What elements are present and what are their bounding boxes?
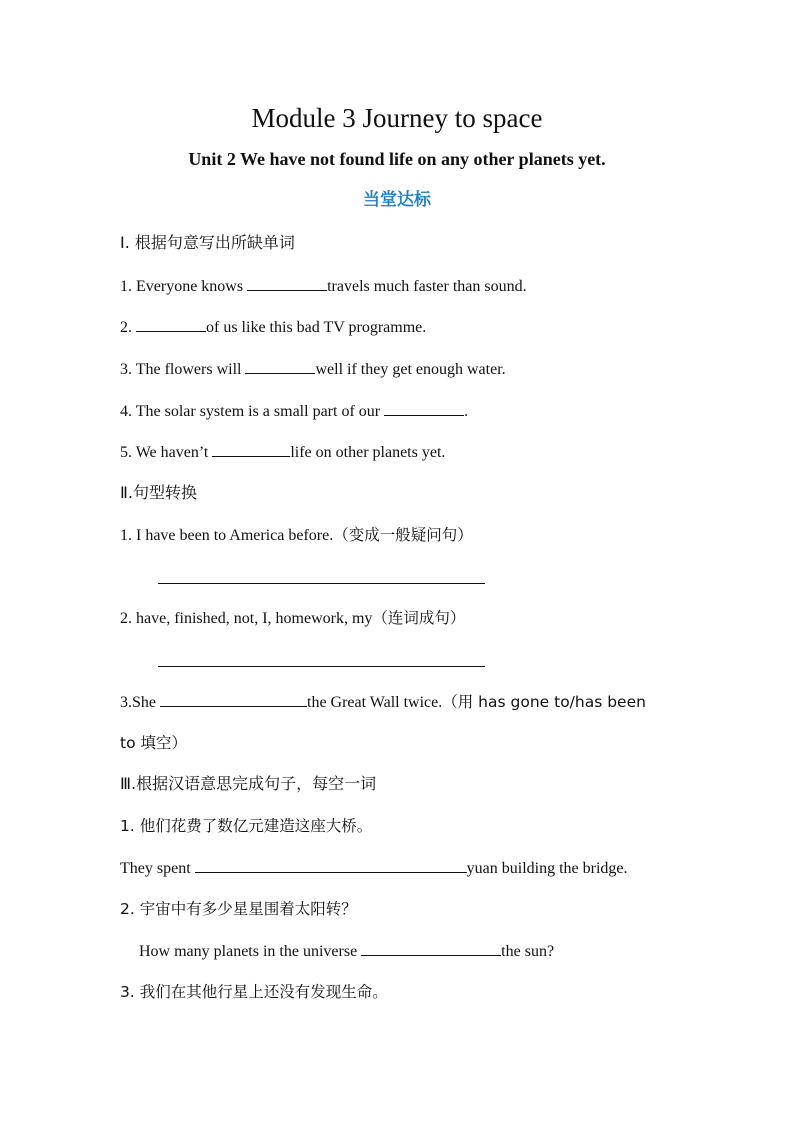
- s2-item-1: [120, 525, 473, 546]
- section-3-label: Ⅲ.根据汉语意思完成句子，每空一词: [120, 774, 377, 793]
- s1-item-2-blank[interactable]: [136, 316, 206, 332]
- s1-item-3-text: 3. The flowers will: [120, 361, 246, 378]
- s2-item-3-text: 3.She: [120, 694, 160, 711]
- s1-item-1-text: 1. Everyone knows: [120, 278, 248, 295]
- s1-item-4-text-after: .: [464, 403, 469, 420]
- practice-heading: 当堂达标: [363, 190, 431, 210]
- s3-q2-text-after: the sun?: [501, 943, 555, 960]
- s1-item-1: [120, 275, 527, 297]
- s3-q2-chinese: 2. 宇宙中有多少星星围着太阳转？: [120, 900, 357, 918]
- s2-item-3-blank[interactable]: [160, 691, 307, 707]
- s2-item-3: [120, 691, 646, 713]
- s1-item-2-text-after: of us like this bad TV programme.: [206, 319, 427, 336]
- s1-item-4-text: 4. The solar system is a small part of our: [120, 403, 385, 420]
- s2-item-1-answer-line[interactable]: [158, 583, 485, 584]
- s2-item-2-text: 2. have, finished, not, I, homework, my: [120, 610, 373, 627]
- s2-item-1-text: 1. I have been to America before.: [120, 527, 334, 544]
- s3-q1-text: They spent: [120, 860, 195, 877]
- section-1-label: Ⅰ. 根据句意写出所缺单词: [120, 233, 295, 252]
- s1-item-1-blank[interactable]: [247, 275, 327, 291]
- s1-item-5: [120, 441, 445, 463]
- s2-item-2: [120, 608, 465, 629]
- s2-item-3-note-cont: to 填空）: [120, 734, 187, 752]
- s3-q1-english: [120, 857, 628, 879]
- s2-item-1-note: （变成一般疑问句）: [333, 526, 473, 544]
- s3-q1-blank[interactable]: [195, 857, 467, 873]
- s1-item-3-text-after: well if they get enough water.: [315, 361, 506, 378]
- s3-q1-chinese: 1. 他们花费了数亿元建造这座大桥。: [120, 817, 373, 835]
- s3-q1-text-after: yuan building the bridge.: [466, 860, 628, 877]
- s1-item-3: [120, 358, 506, 380]
- s3-q3-chinese: 3. 我们在其他行星上还没有发现生命。: [120, 983, 388, 1001]
- s1-item-4: [120, 400, 468, 422]
- s1-item-3-blank[interactable]: [245, 358, 315, 374]
- s1-item-2-text: 2.: [120, 319, 136, 336]
- s1-item-5-text-after: life on other planets yet.: [290, 444, 446, 461]
- s3-q2-blank[interactable]: [361, 940, 501, 956]
- s2-item-2-answer-line[interactable]: [158, 666, 485, 667]
- s1-item-2: [120, 316, 426, 338]
- s3-q2-text: How many planets in the universe: [139, 943, 362, 960]
- s2-item-3-note: （用 has gone to/has been: [442, 693, 646, 711]
- s1-item-1-text-after: travels much faster than sound.: [327, 278, 527, 295]
- page-title: Module 3 Journey to space: [251, 103, 543, 133]
- s3-q2-english: [139, 940, 554, 962]
- section-2-label: Ⅱ.句型转换: [120, 483, 197, 502]
- unit-subtitle: Unit 2 We have not found life on any other planets yet.: [188, 149, 606, 169]
- s1-item-5-blank[interactable]: [212, 441, 290, 457]
- s2-item-2-note: （连词成句）: [372, 609, 466, 627]
- s2-item-3-text-after: the Great Wall twice.: [307, 694, 443, 711]
- s1-item-4-blank[interactable]: [384, 400, 464, 416]
- s1-item-5-text: 5. We haven’t: [120, 444, 213, 461]
